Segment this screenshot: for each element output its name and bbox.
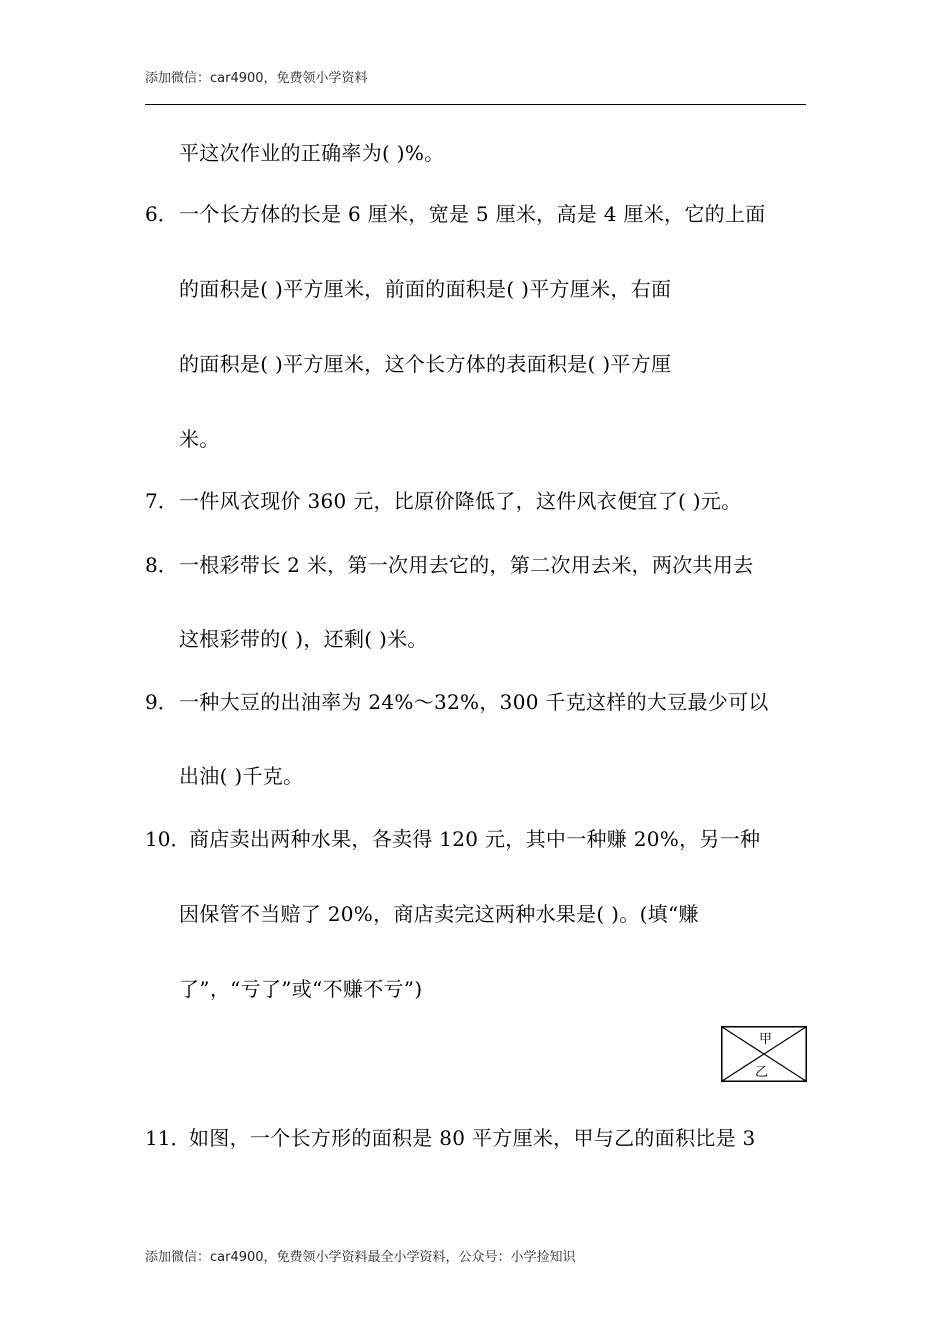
- problem-6-line-1: 一个长方体的长是 6 厘米，宽是 5 厘米，高是 4 厘米，它的上面: [179, 202, 766, 226]
- problem-6-number: 6．: [145, 202, 178, 226]
- problem-9-number: 9．: [145, 690, 178, 714]
- problem-5-line-2: 平这次作业的正确率为( )%。: [179, 141, 445, 165]
- problem-6-line-3: 的面积是( )平方厘米，这个长方体的表面积是( )平方厘: [179, 352, 672, 376]
- problem-8-line-2: 这根彩带的( )，还剩( )米。: [179, 627, 428, 651]
- problem-9-line-1: 一种大豆的出油率为 24%～32%，300 千克这样的大豆最少可以: [179, 690, 769, 714]
- header-rule: [145, 104, 806, 105]
- problem-7-number: 7．: [145, 489, 178, 513]
- rectangle-diagram: [721, 1026, 807, 1082]
- problem-7-line-1: 一件风衣现价 360 元，比原价降低了，这件风衣便宜了( )元。: [179, 489, 742, 513]
- page-header: 添加微信：car4900，免费领小学资料: [145, 71, 368, 86]
- problem-10-number: 10．: [145, 827, 191, 851]
- problem-10-line-3: 了”，“亏了”或“不赚不亏”): [179, 977, 423, 1001]
- problem-11-number: 11．: [145, 1126, 191, 1150]
- problem-6-line-2: 的面积是( )平方厘米，前面的面积是( )平方厘米，右面: [179, 277, 672, 301]
- problem-6-line-4: 米。: [179, 427, 220, 451]
- problem-8-number: 8．: [145, 553, 178, 577]
- problem-9-line-2: 出油( )千克。: [179, 764, 304, 788]
- problem-10-line-2: 因保管不当赔了 20%，商店卖完这两种水果是( )。(填“赚: [179, 902, 699, 926]
- problem-10-line-1: 商店卖出两种水果，各卖得 120 元，其中一种赚 20%，另一种: [189, 827, 761, 851]
- diagram-label-jia: 甲: [759, 1032, 773, 1047]
- page-footer: 添加微信：car4900，免费领小学资料最全小学资料，公众号：小学捡知识: [145, 1250, 576, 1265]
- problem-11-line-1: 如图，一个长方形的面积是 80 平方厘米，甲与乙的面积比是 3: [189, 1126, 756, 1150]
- problem-8-line-1: 一根彩带长 2 米，第一次用去它的，第二次用去米，两次共用去: [179, 553, 754, 577]
- diagram-label-yi: 乙: [755, 1065, 769, 1080]
